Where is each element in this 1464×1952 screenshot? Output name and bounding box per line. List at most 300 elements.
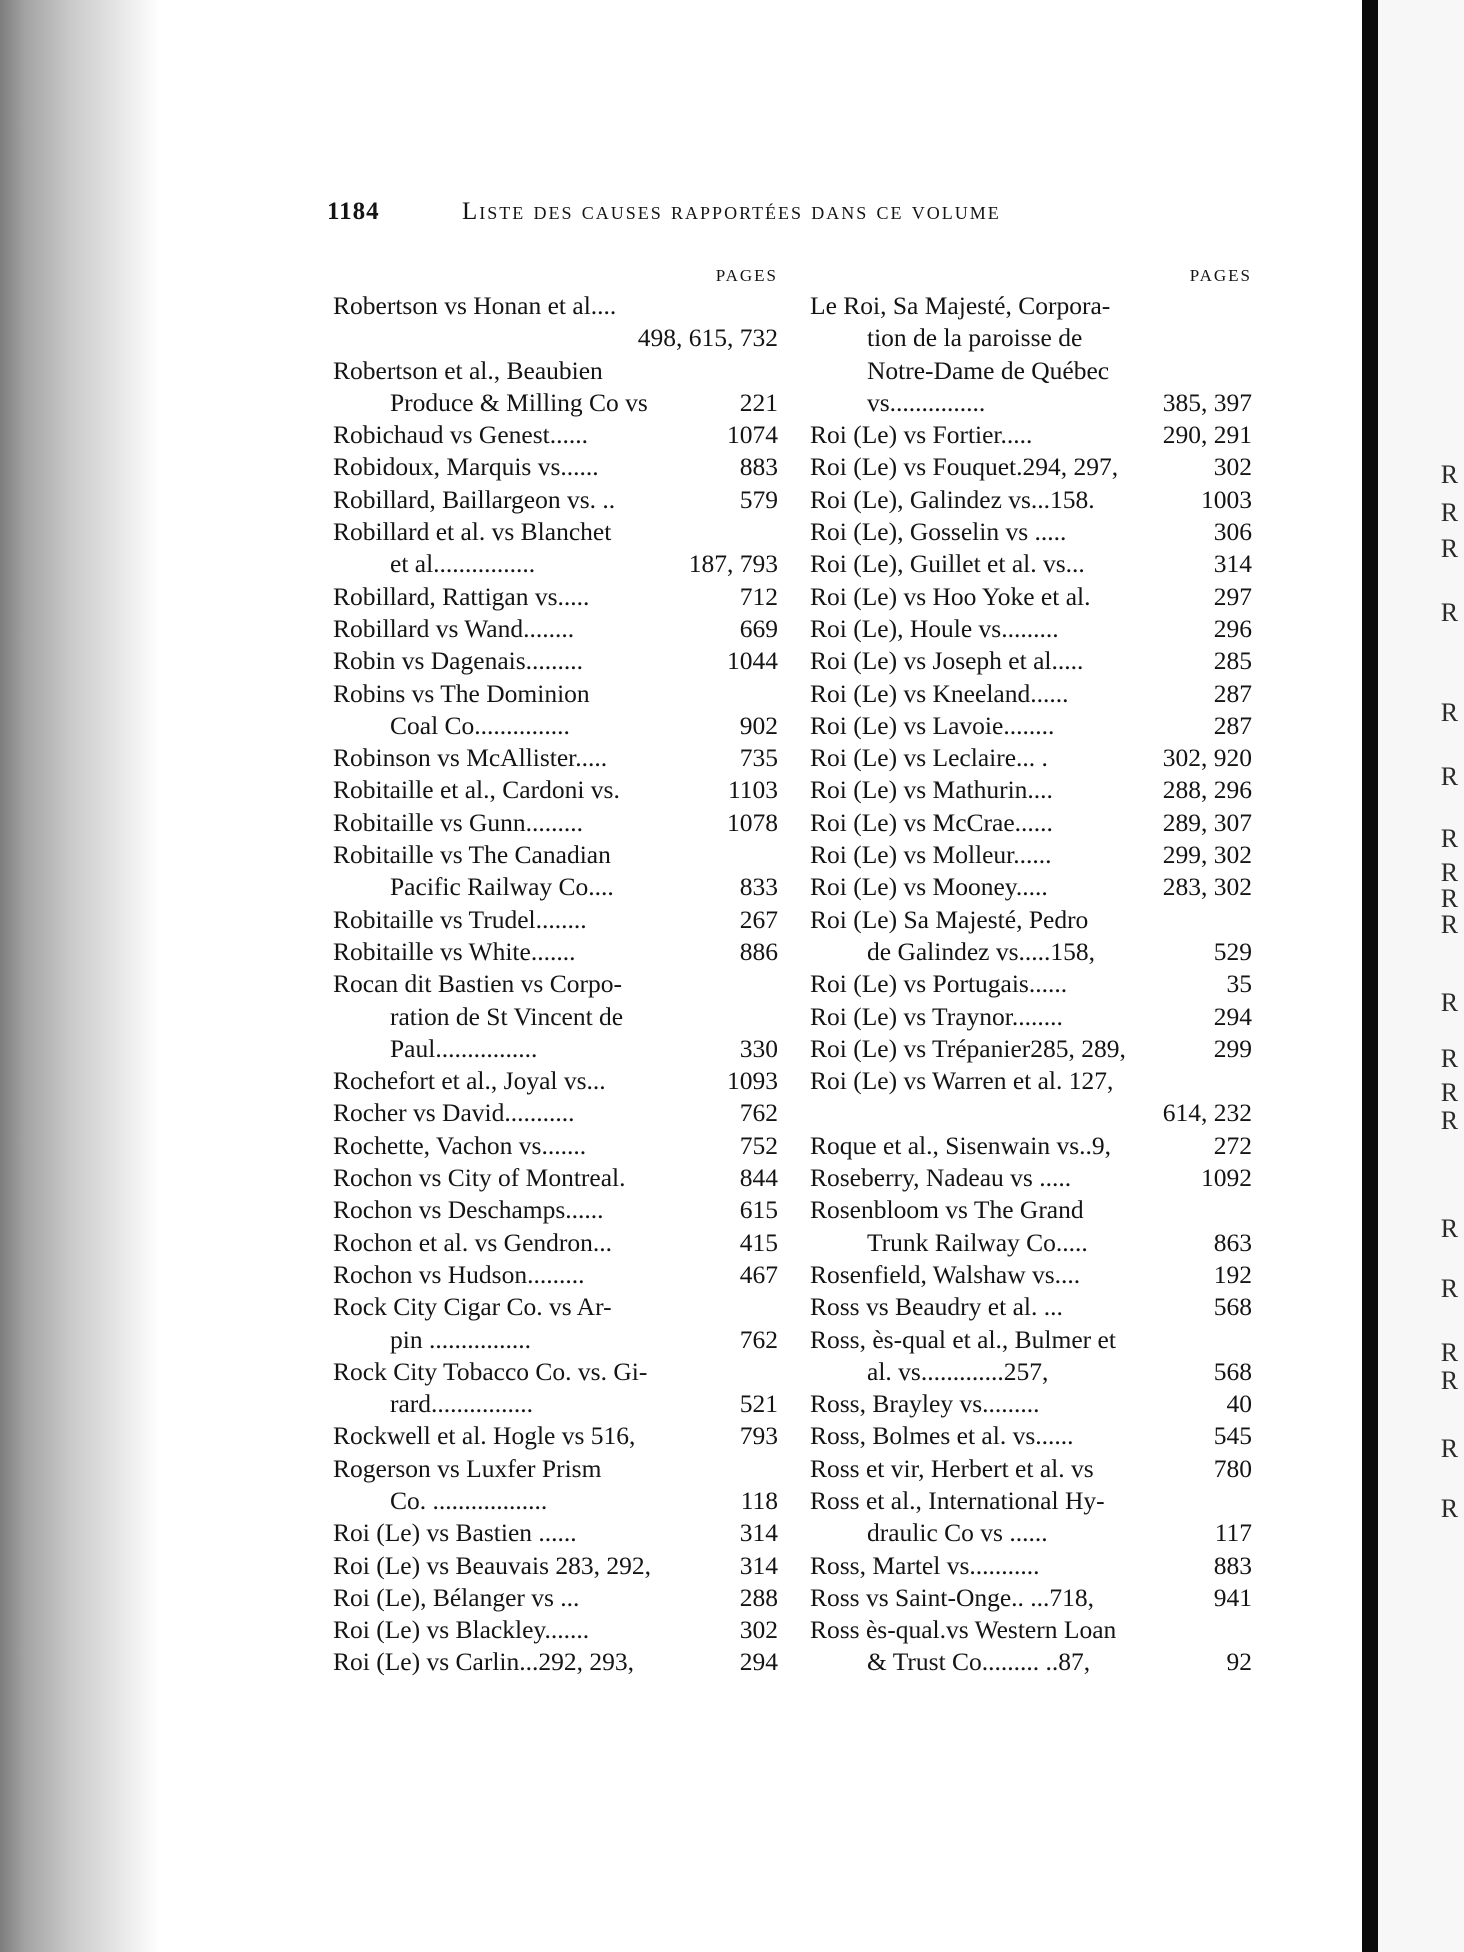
case-line bbox=[333, 839, 778, 871]
case-title: Roi (Le) vs Hoo Yoke et al. bbox=[810, 581, 1091, 611]
case-line bbox=[810, 548, 1252, 580]
case-line bbox=[333, 1485, 778, 1517]
facing-page-letter: R bbox=[1440, 1338, 1459, 1367]
case-title: Robitaille vs Trudel........ bbox=[333, 904, 587, 934]
case-entry bbox=[810, 1324, 1252, 1389]
case-line bbox=[333, 1097, 778, 1129]
case-title: Roi (Le) vs McCrae...... bbox=[810, 807, 1053, 837]
case-title: Roseberry, Nadeau vs ..... bbox=[810, 1163, 1072, 1193]
facing-page-letter: R bbox=[1440, 698, 1459, 727]
case-line bbox=[810, 1646, 1252, 1678]
facing-page-edge bbox=[1378, 0, 1464, 1952]
case-line bbox=[333, 871, 778, 903]
case-entry bbox=[810, 290, 1252, 419]
facing-page-letter: R bbox=[1440, 534, 1459, 563]
case-title: Roi (Le), Bélanger vs ... bbox=[333, 1582, 580, 1612]
case-title: Rosenfield, Walshaw vs.... bbox=[810, 1259, 1081, 1289]
page-reference: 529 bbox=[1211, 936, 1252, 968]
case-entry bbox=[333, 807, 778, 839]
page-binding-shadow bbox=[0, 0, 160, 1952]
case-entry bbox=[810, 516, 1252, 548]
page-reference: 883 bbox=[737, 451, 778, 483]
case-line bbox=[333, 1614, 778, 1646]
case-title: draulic Co vs ...... bbox=[867, 1518, 1048, 1548]
case-line bbox=[333, 1033, 778, 1065]
facing-page-letter: R bbox=[1440, 910, 1459, 939]
case-line bbox=[810, 1420, 1252, 1452]
case-entry bbox=[333, 904, 778, 936]
case-line bbox=[333, 451, 778, 483]
case-line bbox=[333, 1291, 778, 1323]
facing-page-letter: R bbox=[1440, 598, 1459, 627]
case-entry bbox=[810, 1550, 1252, 1582]
case-entry bbox=[333, 516, 778, 581]
case-title: Roi (Le) vs Traynor........ bbox=[810, 1001, 1063, 1031]
case-title: tion de la paroisse de bbox=[867, 323, 1083, 353]
case-entry bbox=[810, 484, 1252, 516]
page-reference: 568 bbox=[1211, 1356, 1252, 1388]
case-title: Ross et vir, Herbert et al. vs bbox=[810, 1453, 1094, 1483]
case-title: Robertson vs Honan et al.... bbox=[333, 291, 617, 320]
case-title: Trunk Railway Co..... bbox=[867, 1227, 1088, 1257]
page-reference: 579 bbox=[737, 484, 778, 516]
case-title: al. vs.............257, bbox=[867, 1356, 1049, 1386]
case-entry bbox=[810, 1162, 1252, 1194]
case-title: Roi (Le) Sa Majesté, Pedro bbox=[810, 904, 1089, 934]
page-reference: 92 bbox=[1224, 1646, 1253, 1678]
page-reference: 299, 302 bbox=[1160, 839, 1252, 871]
case-line bbox=[810, 516, 1252, 548]
case-line bbox=[810, 839, 1252, 871]
case-line bbox=[333, 419, 778, 451]
case-line bbox=[333, 322, 778, 354]
case-entry bbox=[333, 1162, 778, 1194]
case-line bbox=[810, 645, 1252, 677]
case-line bbox=[810, 1194, 1252, 1226]
case-title: Robitaille vs White....... bbox=[333, 936, 576, 966]
case-entry bbox=[810, 904, 1252, 969]
case-line bbox=[810, 290, 1252, 322]
case-line bbox=[333, 678, 778, 710]
case-entry bbox=[333, 1194, 778, 1226]
facing-page-letter: R bbox=[1440, 824, 1459, 853]
case-line bbox=[810, 807, 1252, 839]
page-reference: 1103 bbox=[725, 774, 778, 806]
case-line bbox=[333, 645, 778, 677]
case-line bbox=[810, 936, 1252, 968]
page-reference: 762 bbox=[737, 1324, 778, 1356]
case-line bbox=[333, 1582, 778, 1614]
page-reference: 35 bbox=[1224, 968, 1253, 1000]
case-title: Robitaille et al., Cardoni vs. bbox=[333, 775, 620, 805]
case-title: Rochon vs City of Montreal. bbox=[333, 1163, 626, 1193]
case-entry bbox=[333, 1291, 778, 1356]
case-entry bbox=[333, 1550, 778, 1582]
case-line bbox=[333, 516, 778, 548]
case-line bbox=[333, 936, 778, 968]
case-title: Roi (Le) vs Joseph et al..... bbox=[810, 646, 1084, 676]
case-line bbox=[333, 581, 778, 613]
page-number: 1184 bbox=[327, 198, 380, 225]
case-line bbox=[333, 613, 778, 645]
case-line bbox=[333, 1130, 778, 1162]
index-column-right bbox=[810, 262, 1252, 1679]
page-reference: 1003 bbox=[1198, 484, 1252, 516]
case-entry bbox=[333, 839, 778, 904]
case-line bbox=[333, 355, 778, 387]
case-entry bbox=[810, 451, 1252, 483]
case-entry bbox=[810, 1582, 1252, 1614]
case-line bbox=[810, 1097, 1252, 1129]
pages-column-label: PAGES bbox=[1189, 266, 1252, 285]
case-title: Paul................ bbox=[390, 1033, 538, 1063]
case-line bbox=[810, 1291, 1252, 1323]
case-title: rard................ bbox=[390, 1389, 534, 1419]
case-title: Ross, Martel vs........... bbox=[810, 1550, 1040, 1580]
facing-page-letter: R bbox=[1440, 1044, 1459, 1073]
case-line bbox=[810, 1614, 1252, 1646]
case-title: Robertson et al., Beaubien bbox=[333, 355, 603, 385]
case-title: Roi (Le) vs Warren et al. 127, bbox=[810, 1066, 1114, 1096]
page-reference: 712 bbox=[737, 581, 778, 613]
page-reference: 314 bbox=[737, 1517, 778, 1549]
case-entry bbox=[810, 613, 1252, 645]
case-line bbox=[810, 387, 1252, 419]
case-line bbox=[333, 774, 778, 806]
case-title: Produce & Milling Co vs bbox=[390, 387, 648, 417]
page-reference: 883 bbox=[1211, 1550, 1252, 1582]
case-title: Robins vs The Dominion bbox=[333, 678, 590, 708]
case-line bbox=[810, 1227, 1252, 1259]
case-list bbox=[333, 290, 778, 1679]
case-entry bbox=[810, 1130, 1252, 1162]
case-title: Rochefort et al., Joyal vs... bbox=[333, 1066, 606, 1096]
case-title: Roi (Le) vs Mathurin.... bbox=[810, 775, 1053, 805]
case-entry bbox=[810, 1291, 1252, 1323]
case-title: Co. .................. bbox=[390, 1485, 548, 1515]
facing-page-letter: R bbox=[1440, 1106, 1459, 1135]
case-title: Ross vs Beaudry et al. ... bbox=[810, 1292, 1063, 1322]
case-title: Rochon vs Deschamps...... bbox=[333, 1195, 604, 1225]
case-line bbox=[333, 1420, 778, 1452]
case-line bbox=[333, 484, 778, 516]
case-line bbox=[333, 1517, 778, 1549]
facing-page-letter: R bbox=[1440, 1274, 1459, 1303]
case-title: Roi (Le) vs Mooney..... bbox=[810, 872, 1048, 902]
page-reference: 299 bbox=[1211, 1033, 1252, 1065]
page-reference: 614, 232 bbox=[1160, 1097, 1252, 1129]
case-title: pin ................ bbox=[390, 1324, 531, 1354]
page-reference: 1078 bbox=[724, 807, 778, 839]
page-reference: 302 bbox=[737, 1614, 778, 1646]
page-reference: 752 bbox=[737, 1130, 778, 1162]
case-line bbox=[810, 484, 1252, 516]
case-line bbox=[333, 807, 778, 839]
case-entry bbox=[810, 871, 1252, 903]
page-reference: 118 bbox=[738, 1485, 778, 1517]
book-gutter bbox=[1362, 0, 1378, 1952]
case-entry bbox=[810, 1614, 1252, 1679]
case-title: Rock City Cigar Co. vs Ar- bbox=[333, 1292, 612, 1322]
case-title: & Trust Co......... ..87, bbox=[867, 1647, 1091, 1677]
case-title: Rocan dit Bastien vs Corpo- bbox=[333, 969, 622, 999]
page-reference: 117 bbox=[1212, 1517, 1252, 1549]
case-title: vs............... bbox=[867, 387, 986, 417]
case-entry bbox=[810, 807, 1252, 839]
case-title: Ross vs Saint-Onge.. ...718, bbox=[810, 1582, 1095, 1612]
index-column-left bbox=[333, 262, 778, 1679]
page-reference: 289, 307 bbox=[1160, 807, 1252, 839]
case-entry bbox=[810, 1001, 1252, 1033]
page-reference: 272 bbox=[1211, 1130, 1252, 1162]
case-entry bbox=[333, 1453, 778, 1518]
page-reference: 306 bbox=[1211, 516, 1252, 548]
case-title: Rock City Tobacco Co. vs. Gi- bbox=[333, 1356, 648, 1386]
case-line bbox=[810, 322, 1252, 354]
page-reference: 415 bbox=[737, 1227, 778, 1259]
case-entry bbox=[810, 1388, 1252, 1420]
page-reference: 296 bbox=[1211, 613, 1252, 645]
case-title: Ross, Brayley vs......... bbox=[810, 1389, 1040, 1419]
case-line bbox=[810, 1453, 1252, 1485]
case-title: Rockwell et al. Hogle vs 516, bbox=[333, 1421, 636, 1451]
case-title: Robidoux, Marquis vs...... bbox=[333, 452, 599, 482]
case-line bbox=[810, 1130, 1252, 1162]
case-entry bbox=[333, 1097, 778, 1129]
facing-page-letter: R bbox=[1440, 988, 1459, 1017]
page-reference: 615 bbox=[737, 1194, 778, 1226]
case-title: Rochette, Vachon vs....... bbox=[333, 1130, 587, 1160]
case-entry bbox=[810, 581, 1252, 613]
page-reference: 288 bbox=[737, 1582, 778, 1614]
case-title: Robichaud vs Genest...... bbox=[333, 420, 588, 450]
page-reference: 288, 296 bbox=[1160, 774, 1252, 806]
page-reference: 735 bbox=[737, 742, 778, 774]
case-title: Roi (Le) vs Beauvais 283, 292, bbox=[333, 1550, 651, 1580]
case-entry bbox=[810, 710, 1252, 742]
case-entry bbox=[333, 1065, 778, 1097]
case-title: Roi (Le) vs Trépanier285, 289, bbox=[810, 1033, 1126, 1063]
case-entry bbox=[333, 774, 778, 806]
case-title: Robin vs Dagenais......... bbox=[333, 646, 584, 676]
facing-page-letter: R bbox=[1440, 498, 1459, 527]
case-line bbox=[810, 1001, 1252, 1033]
case-title: Roi (Le) vs Molleur...... bbox=[810, 840, 1052, 870]
case-entry bbox=[333, 968, 778, 1065]
case-line bbox=[333, 290, 778, 322]
page-reference: 941 bbox=[1211, 1582, 1252, 1614]
case-entry bbox=[333, 419, 778, 451]
case-entry bbox=[333, 678, 778, 743]
page-reference: 283, 302 bbox=[1160, 871, 1252, 903]
case-title: ration de St Vincent de bbox=[390, 1001, 624, 1031]
case-entry bbox=[333, 581, 778, 613]
case-line bbox=[333, 1646, 778, 1678]
page-reference: 294 bbox=[737, 1646, 778, 1678]
case-title: Pacific Railway Co.... bbox=[390, 872, 614, 902]
case-title: Robillard, Baillargeon vs. .. bbox=[333, 484, 616, 514]
page-reference: 863 bbox=[1211, 1227, 1252, 1259]
case-title: Roi (Le) vs Fortier..... bbox=[810, 420, 1033, 450]
case-line bbox=[810, 451, 1252, 483]
case-title: Rosenbloom vs The Grand bbox=[810, 1195, 1084, 1225]
page-reference: 467 bbox=[737, 1259, 778, 1291]
case-line bbox=[333, 904, 778, 936]
case-entry bbox=[333, 1227, 778, 1259]
case-line bbox=[333, 387, 778, 419]
case-title: et al................ bbox=[390, 549, 536, 579]
page-reference: 498, 615, 732 bbox=[635, 322, 778, 354]
facing-page-letter: R bbox=[1440, 1078, 1459, 1107]
page-reference: 762 bbox=[737, 1097, 778, 1129]
case-line bbox=[333, 1550, 778, 1582]
case-entry bbox=[810, 1033, 1252, 1065]
case-title: Roi (Le) vs Leclaire... . bbox=[810, 743, 1048, 773]
case-line bbox=[333, 1324, 778, 1356]
case-title: Ross, Bolmes et al. vs...... bbox=[810, 1421, 1074, 1451]
case-line bbox=[333, 968, 778, 1000]
running-header bbox=[327, 198, 1232, 230]
case-entry bbox=[333, 936, 778, 968]
page-reference: 669 bbox=[737, 613, 778, 645]
facing-page-letter: R bbox=[1440, 1434, 1459, 1463]
facing-page-letter: R bbox=[1440, 1214, 1459, 1243]
page-reference: 886 bbox=[737, 936, 778, 968]
case-line bbox=[810, 1356, 1252, 1388]
case-entry bbox=[810, 742, 1252, 774]
case-title: Ross et al., International Hy- bbox=[810, 1485, 1105, 1515]
case-line bbox=[810, 1517, 1252, 1549]
page-reference: 793 bbox=[737, 1420, 778, 1452]
case-line bbox=[333, 710, 778, 742]
case-title: Rocher vs David........... bbox=[333, 1098, 575, 1128]
facing-page-letter: R bbox=[1440, 884, 1459, 913]
page-reference: 902 bbox=[737, 710, 778, 742]
case-title: Ross, ès-qual et al., Bulmer et bbox=[810, 1324, 1116, 1354]
case-line bbox=[333, 1388, 778, 1420]
page-reference: 192 bbox=[1211, 1259, 1252, 1291]
case-line bbox=[333, 742, 778, 774]
case-line bbox=[810, 1162, 1252, 1194]
page-reference: 267 bbox=[737, 904, 778, 936]
page-reference: 294 bbox=[1211, 1001, 1252, 1033]
case-entry bbox=[810, 548, 1252, 580]
case-entry bbox=[810, 968, 1252, 1000]
pages-column-label: PAGES bbox=[715, 266, 778, 285]
case-title: Rogerson vs Luxfer Prism bbox=[333, 1453, 602, 1483]
case-entry bbox=[810, 1420, 1252, 1452]
case-entry bbox=[810, 1485, 1252, 1550]
case-entry bbox=[333, 645, 778, 677]
case-entry bbox=[333, 742, 778, 774]
case-entry bbox=[810, 1065, 1252, 1130]
case-title: Roi (Le) vs Carlin...292, 293, bbox=[333, 1647, 635, 1677]
case-title: Robitaille vs Gunn......... bbox=[333, 807, 584, 837]
page-reference: 833 bbox=[737, 871, 778, 903]
case-entry bbox=[333, 1259, 778, 1291]
case-line bbox=[810, 1485, 1252, 1517]
case-entry bbox=[333, 1517, 778, 1549]
case-line bbox=[810, 1550, 1252, 1582]
case-title: Roi (Le) vs Lavoie........ bbox=[810, 710, 1055, 740]
case-line bbox=[333, 1259, 778, 1291]
case-entry bbox=[333, 1420, 778, 1452]
page-reference: 287 bbox=[1211, 710, 1252, 742]
case-title: Roque et al., Sisenwain vs..9, bbox=[810, 1130, 1112, 1160]
case-line bbox=[333, 1453, 778, 1485]
page-reference: 568 bbox=[1211, 1291, 1252, 1323]
facing-page-letter: R bbox=[1440, 762, 1459, 791]
case-title: Roi (Le) vs Kneeland...... bbox=[810, 678, 1069, 708]
page-reference: 385, 397 bbox=[1160, 387, 1252, 419]
case-title: Roi (Le) vs Fouquet.294, 297, bbox=[810, 452, 1119, 482]
running-title: Liste des causes rapportées dans ce volume bbox=[462, 198, 1001, 225]
facing-page-letter: R bbox=[1440, 460, 1459, 489]
case-entry bbox=[810, 645, 1252, 677]
facing-page-letter: R bbox=[1440, 1366, 1459, 1395]
case-line bbox=[333, 1356, 778, 1388]
page-reference: 545 bbox=[1211, 1420, 1252, 1452]
page-reference: 1092 bbox=[1198, 1162, 1252, 1194]
case-entry bbox=[810, 1194, 1252, 1259]
case-line bbox=[810, 581, 1252, 613]
case-title: Robillard et al. vs Blanchet bbox=[333, 517, 612, 547]
page-reference: 314 bbox=[1211, 548, 1252, 580]
case-line bbox=[810, 904, 1252, 936]
page-reference: 297 bbox=[1211, 581, 1252, 613]
case-title: de Galindez vs.....158, bbox=[867, 936, 1096, 966]
page-reference: 1074 bbox=[724, 419, 778, 451]
case-entry bbox=[810, 419, 1252, 451]
case-title: Le Roi, Sa Majesté, Corpora- bbox=[810, 291, 1111, 320]
case-entry bbox=[333, 1582, 778, 1614]
case-entry bbox=[333, 484, 778, 516]
case-title: Roi (Le), Galindez vs...158. bbox=[810, 484, 1095, 514]
case-line bbox=[333, 1065, 778, 1097]
facing-page-letter: R bbox=[1440, 1494, 1459, 1523]
page-reference: 314 bbox=[737, 1550, 778, 1582]
page-reference: 285 bbox=[1211, 645, 1252, 677]
case-line bbox=[810, 1033, 1252, 1065]
case-entry bbox=[333, 290, 778, 355]
case-entry bbox=[333, 1646, 778, 1678]
case-title: Notre-Dame de Québec bbox=[867, 355, 1110, 385]
case-title: Roi (Le), Gosselin vs ..... bbox=[810, 517, 1067, 547]
case-line bbox=[333, 1001, 778, 1033]
case-line bbox=[810, 710, 1252, 742]
case-line bbox=[810, 613, 1252, 645]
case-line bbox=[810, 678, 1252, 710]
case-entry bbox=[810, 774, 1252, 806]
page-reference: 290, 291 bbox=[1160, 419, 1252, 451]
case-entry bbox=[810, 839, 1252, 871]
case-line bbox=[810, 1388, 1252, 1420]
case-title: Roi (Le) vs Bastien ...... bbox=[333, 1518, 577, 1548]
case-title: Roi (Le), Guillet et al. vs... bbox=[810, 549, 1085, 579]
case-title: Roi (Le) vs Blackley....... bbox=[333, 1615, 590, 1645]
case-list bbox=[810, 290, 1252, 1679]
case-entry bbox=[810, 678, 1252, 710]
page-reference: 302 bbox=[1211, 451, 1252, 483]
page-reference: 844 bbox=[737, 1162, 778, 1194]
case-title: Rochon vs Hudson......... bbox=[333, 1259, 585, 1289]
case-title: Rochon et al. vs Gendron... bbox=[333, 1227, 613, 1257]
case-line bbox=[810, 1065, 1252, 1097]
case-title: Coal Co............... bbox=[390, 710, 570, 740]
case-title: Robillard, Rattigan vs..... bbox=[333, 581, 590, 611]
facing-page-letter: R bbox=[1440, 858, 1459, 887]
case-title: Robillard vs Wand........ bbox=[333, 613, 575, 643]
